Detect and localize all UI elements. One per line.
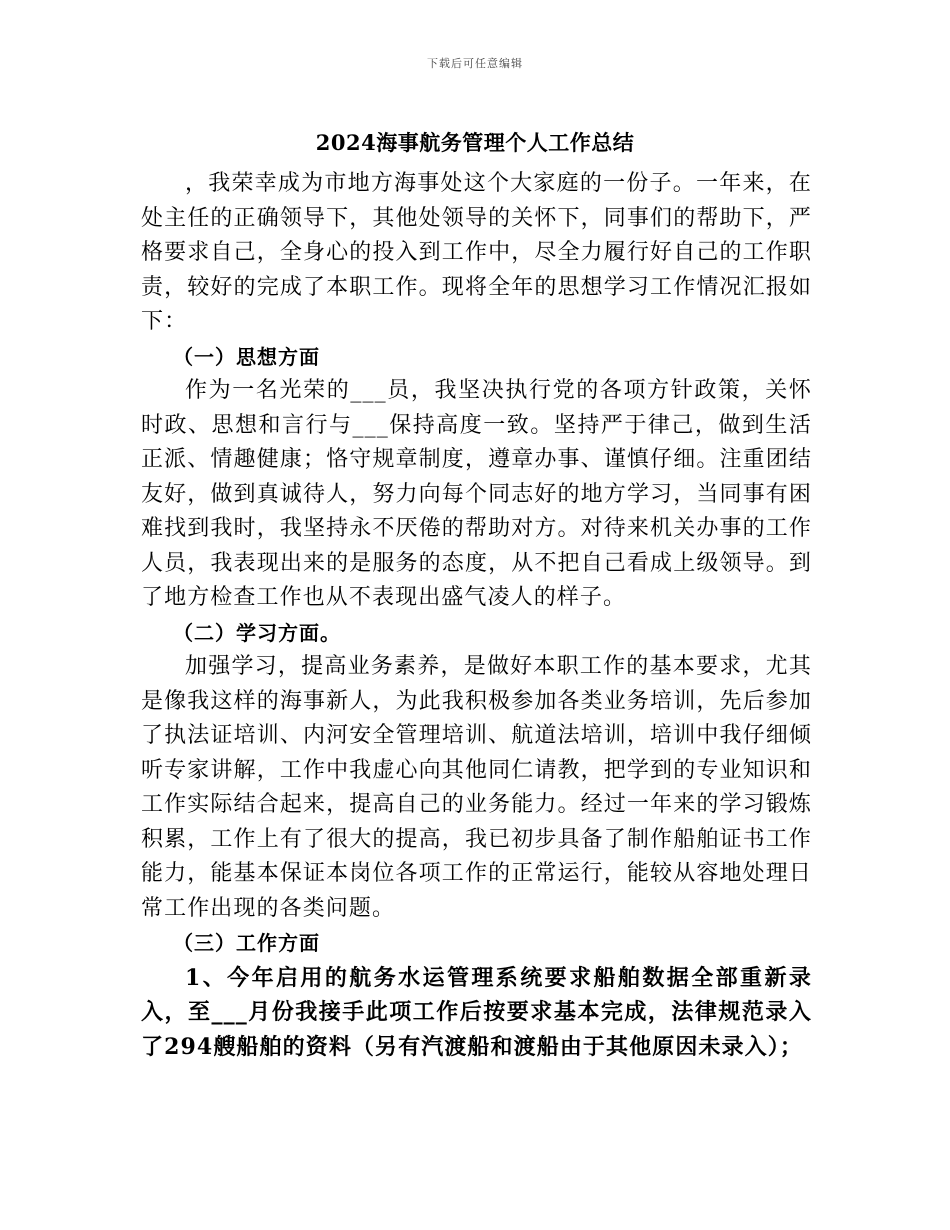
section-heading-thought: （一）思想方面 [173,344,320,369]
section-paragraph-thought: 作为一名光荣的___员，我坚决执行党的各项方针政策，关怀时政、思想和言行与___保持高度一致。坚持严于律己，做到生活正派、情趣健康；恪守规章制度，遵章办事、谨慎仔细。注重团结友好，做到真诚待人，努力向每个同志好的地方学习，当同事有困难找到我时，我坚持永不厌倦的帮助对方。对待来机关办事的工作人员，我表现出来的是服务的态度，从不把自己看成上级领导。到了地方检查工作也从不表现出盛气凌人的样子。 [141,378,812,610]
section-paragraph-work: 1、今年启用的航务水运管理系统要求船舶数据全部重新录入，至___月份我接手此项工作后按要求基本完成，法律规范录入了294艘船舶的资料（另有汽渡船和渡船由于其他原因未录入）； [141,964,812,1060]
intro-paragraph: ，我荣幸成为市地方海事处这个大家庭的一份子。一年来，在处主任的正确领导下，其他处领导的关怀下，同事们的帮助下，严格要求自己，全身心的投入到工作中，尽全力履行好自己的工作职责，较好的完成了本职工作。现将全年的思想学习工作情况汇报如下： [141,171,812,334]
header-note: 下载后可任意编辑 [427,57,523,70]
section-paragraph-study: 加强学习，提高业务素养，是做好本职工作的基本要求，尤其是像我这样的海事新人，为此我积极参加各类业务培训，先后参加了执法证培训、内河安全管理培训、航道法培训，培训中我仔细倾听专家讲解，工作中我虚心向其他同仁请教，把学到的专业知识和工作实际结合起来，提高自己的业务能力。经过一年来的学习锻炼积累，工作上有了很大的提高，我已初步具备了制作船舶证书工作能力，能基本保证本岗位各项工作的正常运行，能较从容地处理日常工作出现的各类问题。 [141,654,812,921]
section-heading-work: （三）工作方面 [173,931,320,955]
section-heading-study: （二）学习方面。 [173,620,341,645]
document-body [141,167,812,1064]
document-title: 2024海事航务管理个人工作总结 [315,130,635,155]
